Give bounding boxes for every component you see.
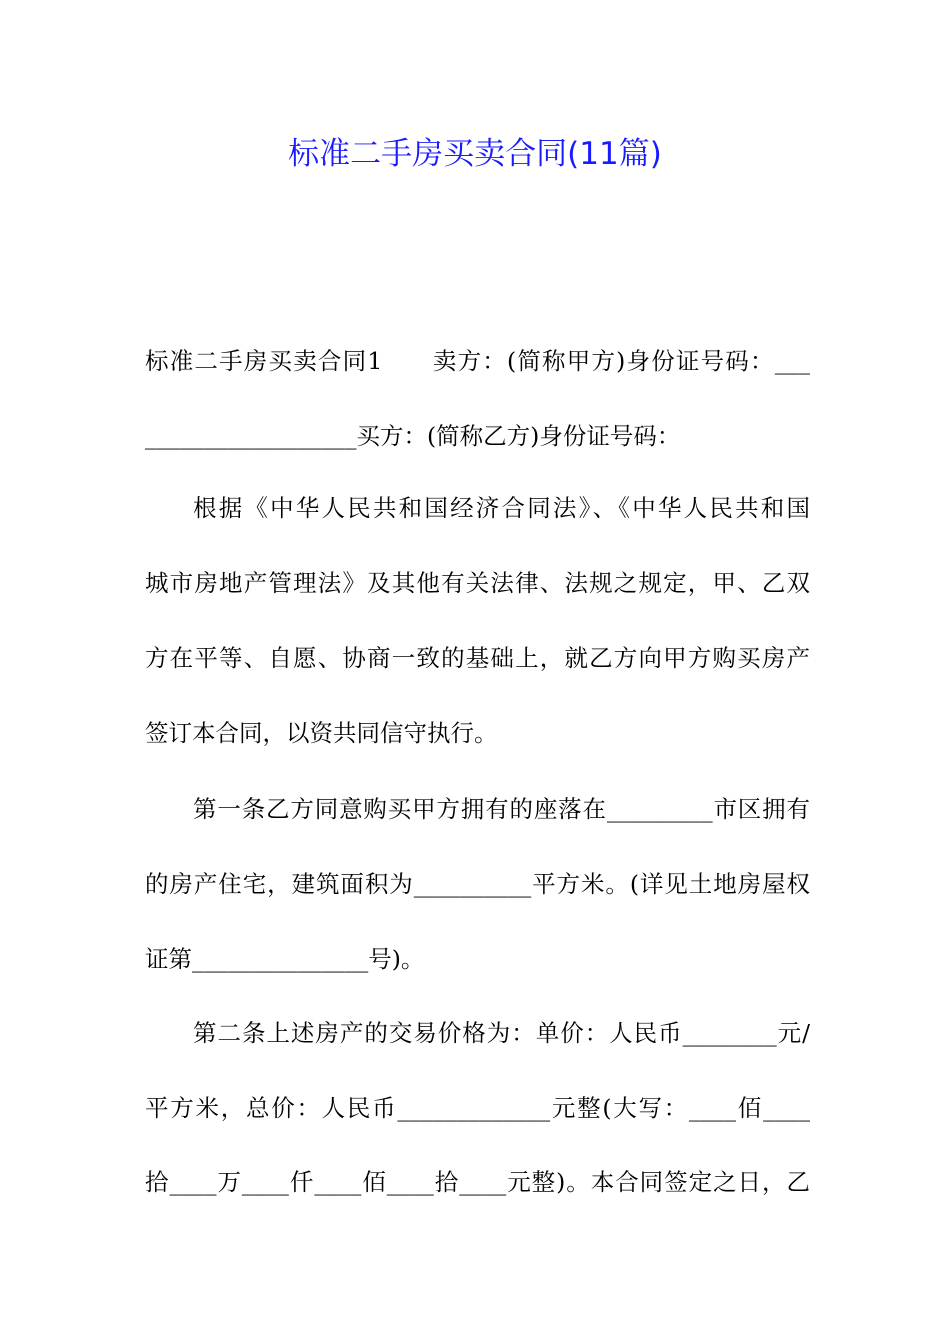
article-1-line-1: 第一条乙方同意购买甲方拥有的座落在_________市区拥有 bbox=[193, 795, 810, 823]
preamble-line-2: 城市房地产管理法》及其他有关法律、法规之规定，甲、乙双 bbox=[145, 569, 810, 597]
contract-header-line: 标准二手房买卖合同1 卖方：(简称甲方)身份证号码：___ bbox=[145, 347, 810, 375]
article-2-line-2: 平方米，总价：人民币_____________元整(大写：____佰____ bbox=[145, 1094, 810, 1122]
preamble-line-4: 签订本合同，以资共同信守执行。 bbox=[145, 719, 498, 747]
article-1-line-2: 的房产住宅，建筑面积为__________平方米。(详见土地房屋权 bbox=[145, 870, 810, 898]
article-1-line-3: 证第_______________号)。 bbox=[145, 945, 425, 973]
document-title: 标准二手房买卖合同(11篇) bbox=[288, 136, 662, 172]
buyer-line: __________________买方：(简称乙方)身份证号码： bbox=[145, 422, 681, 450]
article-2-line-3: 拾____万____仟____佰____拾____元整)。本合同签定之日，乙 bbox=[145, 1168, 810, 1196]
preamble-line-3: 方在平等、自愿、协商一致的基础上，就乙方向甲方购买房产 bbox=[145, 644, 810, 672]
preamble-line-1: 根据《中华人民共和国经济合同法》、《中华人民共和国 bbox=[193, 494, 810, 522]
article-2-line-1: 第二条上述房产的交易价格为：单价：人民币________元/ bbox=[193, 1019, 810, 1047]
